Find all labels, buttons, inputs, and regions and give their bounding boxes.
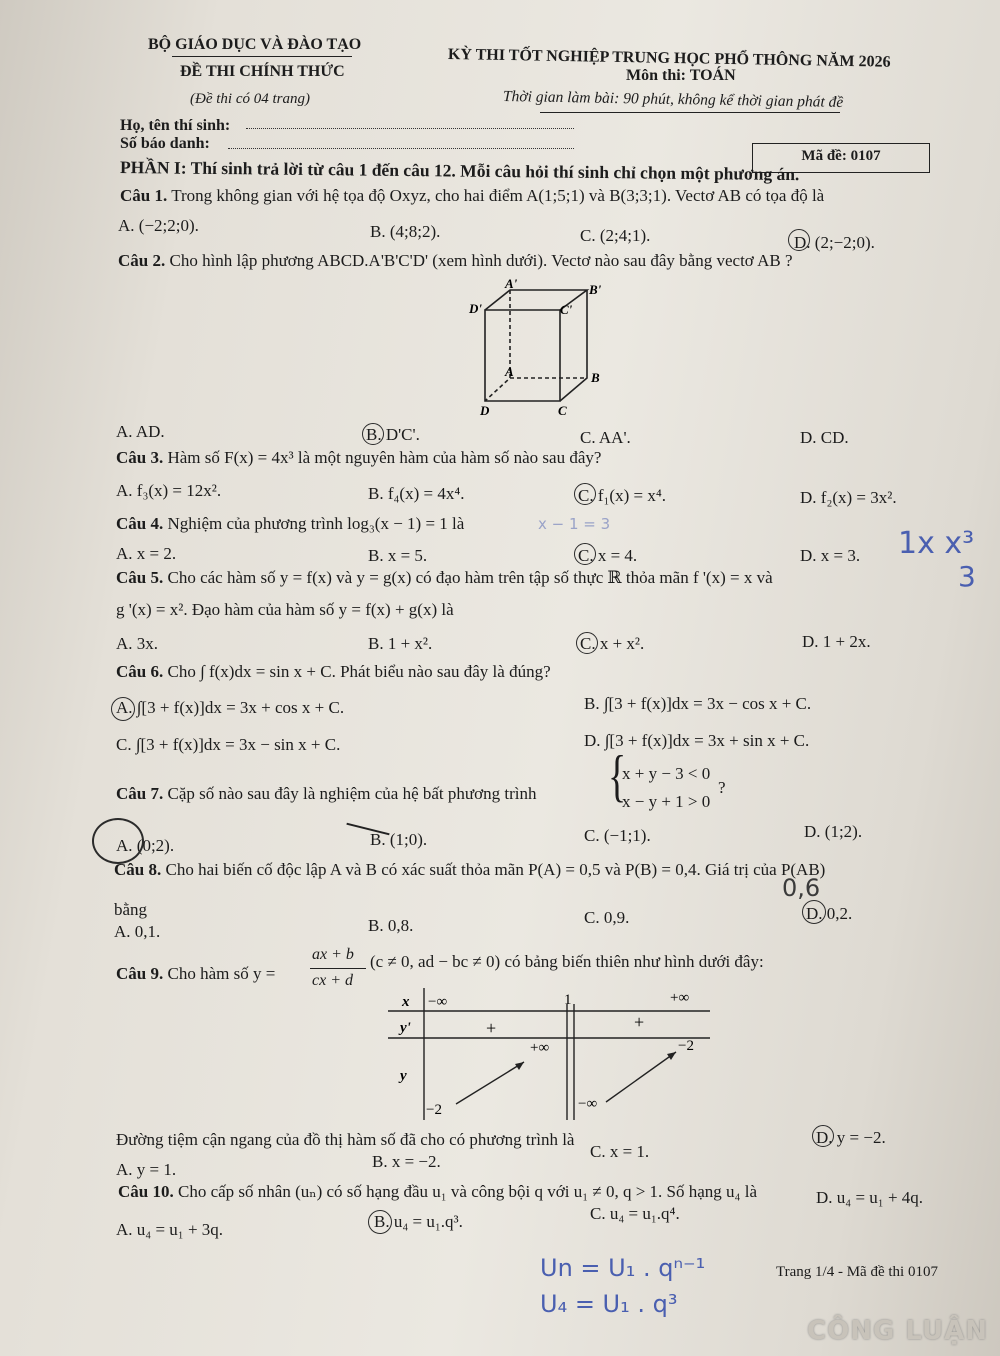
q4-option-b: B. x = 5. (368, 546, 428, 565)
vt-sign-right: + (634, 1012, 645, 1032)
q10-handwritten-note-2: U₄ = U₁ . q³ (540, 1290, 678, 1318)
q1-text: Trong không gian với hệ tọa độ Oxyz, cho hai điểm A(1;5;1) và B(3;3;1). Vectơ AB có tọa độ là (171, 186, 825, 205)
q4-label: Câu 4. (116, 514, 164, 533)
q5-label: Câu 5. (116, 568, 164, 587)
exam-time: Thời gian làm bài: 90 phút, không kể thời gian phát đề (502, 88, 844, 111)
q7-question-mark: ? (718, 778, 726, 797)
q3-label: Câu 3. (116, 448, 164, 467)
q9-text-pre: Cho hàm số y = (167, 964, 276, 983)
q8-label: Câu 8. (114, 860, 162, 879)
q1-label: Câu 1. (120, 186, 168, 205)
q6-stem (116, 662, 551, 682)
q7-stem (116, 784, 536, 804)
q7-system-1: x + y − 3 < 0 (622, 764, 711, 783)
q7-strike-mark (346, 823, 389, 836)
q9-stem (116, 964, 275, 984)
q5-option-c: C. x + x². (580, 634, 645, 653)
vt-x-label: x (402, 994, 410, 1010)
q1-answer-mark (788, 229, 810, 251)
vt-y-label: y (400, 1068, 407, 1084)
q8-stem-2: bằng (114, 900, 148, 919)
q9-stem-2: Đường tiệm cận ngang của đồ thị hàm số đã cho có phương trình là (116, 1130, 575, 1149)
q7-option-b: B. (1;0). (370, 830, 428, 849)
ministry-underline (172, 56, 352, 57)
name-label: Họ, tên thí sinh: (120, 117, 231, 134)
q6-option-a: A. ∫[3 + f(x)]dx = 3x + cos x + C. (116, 698, 345, 717)
q9-label: Câu 9. (116, 964, 164, 983)
q2-stem (118, 251, 793, 271)
q9-fraction-bar (310, 968, 366, 969)
q8-option-b: B. 0,8. (368, 916, 414, 935)
q8-option-a: A. 0,1. (114, 922, 161, 941)
name-field-line (246, 128, 574, 129)
q7-brace: { (608, 745, 627, 809)
official-label: ĐỀ THI CHÍNH THỨC (180, 63, 345, 80)
q2-text: Cho hình lập phương ABCD.A'B'C'D' (xem hình dưới). Vectơ nào sau đây bằng vectơ AB ? (169, 251, 793, 270)
q7-answer-mark (92, 818, 144, 864)
q6-option-d: D. ∫[3 + f(x)]dx = 3x + sin x + C. (584, 731, 810, 750)
q1-option-d: D. (2;−2;0). (794, 233, 875, 252)
q3-answer-mark (574, 483, 596, 505)
q5-handwritten-denominator: 3 (958, 560, 976, 593)
q7-option-d: D. (1;2). (804, 822, 863, 841)
page-footer: Trang 1/4 - Mã đề thi 0107 (776, 1264, 938, 1280)
q9-option-d: D. y = −2. (816, 1128, 886, 1147)
q1-option-c: C. (2;4;1). (580, 226, 651, 245)
vertex-d1: D' (469, 301, 482, 316)
q3-option-c: C. f₁(x) = x⁴. (578, 486, 667, 505)
q9-option-b: B. x = −2. (372, 1152, 441, 1171)
q5-handwritten-note: 1x x³ (898, 526, 975, 561)
vt-y-minus-two-left: −2 (426, 1102, 442, 1118)
vertex-d: D (480, 403, 490, 418)
vt-y-plus-infinity: +∞ (530, 1040, 550, 1056)
q4-option-c: C. x = 4. (578, 546, 638, 565)
q5-option-d: D. 1 + 2x. (802, 632, 871, 651)
q4-stem (116, 514, 464, 534)
vertex-c: C (558, 403, 567, 418)
q10-option-d: D. u₄ = u₁ + 4q. (816, 1188, 924, 1207)
q8-answer-mark (802, 900, 826, 924)
q3-text: Hàm số F(x) = 4x³ là một nguyên hàm của hàm số nào sau đây? (167, 448, 602, 467)
q5-stem-2: g '(x) = x². Đạo hàm của hàm số y = f(x) + g(x) là (116, 600, 454, 619)
q2-option-d: D. CD. (800, 428, 849, 447)
q8-stem (114, 860, 825, 880)
exam-title: KỲ THI TỐT NGHIỆP TRUNG HỌC PHỔ THÔNG NĂM 2026 (447, 46, 891, 71)
q10-handwritten-note-1: Un = U₁ . qⁿ⁻¹ (540, 1254, 706, 1282)
q5-option-b: B. 1 + x². (368, 634, 433, 653)
q2-cube-figure (465, 276, 615, 422)
vt-yprime-label: y' (400, 1020, 411, 1036)
q9-fraction-numerator: ax + b (312, 946, 354, 963)
q2-label: Câu 2. (118, 251, 166, 270)
vertex-b: B (591, 370, 600, 385)
page-count: (Đề thi có 04 trang) (190, 91, 310, 107)
q9-variation-table (384, 984, 714, 1124)
q6-text: Cho ∫ f(x)dx = sin x + C. Phát biểu nào sau đây là đúng? (167, 662, 551, 681)
vertex-c1: C' (560, 302, 573, 317)
q10-option-a: A. u₄ = u₁ + 3q. (116, 1220, 224, 1239)
q1-option-a: A. (−2;2;0). (118, 216, 199, 235)
q3-option-a: A. f₃(x) = 12x². (116, 481, 222, 500)
q7-label: Câu 7. (116, 784, 164, 803)
q8-handwritten-note: 0,6 (782, 874, 821, 902)
q6-answer-mark (111, 697, 135, 721)
q5-text: Cho các hàm số y = f(x) và y = g(x) có đạo hàm trên tập số thực ℝ thỏa mãn f '(x) = x và (167, 568, 773, 587)
vt-x-minus-infinity: −∞ (428, 994, 448, 1010)
vt-x-one: 1 (564, 992, 572, 1008)
q3-option-b: B. f₄(x) = 4x⁴. (368, 484, 465, 503)
q8-option-d: D. 0,2. (806, 904, 853, 923)
q5-option-a: A. 3x. (116, 634, 159, 653)
vt-sign-left: + (486, 1018, 497, 1038)
vertex-a1: A' (505, 276, 518, 291)
q6-option-b: B. ∫[3 + f(x)]dx = 3x − cos x + C. (584, 694, 812, 713)
q7-system-2: x − y + 1 > 0 (622, 792, 711, 811)
ministry-name: BỘ GIÁO DỤC VÀ ĐÀO TẠO (148, 36, 362, 53)
q4-option-d: D. x = 3. (800, 546, 861, 565)
q9-text-post: (c ≠ 0, ad − bc ≠ 0) có bảng biến thiên như hình dưới đây: (370, 952, 764, 971)
q7-text: Cặp số nào sau đây là nghiệm của hệ bất phương trình (167, 784, 537, 803)
q9-option-a: A. y = 1. (116, 1160, 177, 1179)
q6-label: Câu 6. (116, 662, 164, 681)
q10-text: Cho cấp số nhân (uₙ) có số hạng đầu u₁ và công bội q với u₁ ≠ 0, q > 1. Số hạng u₄ là (177, 1182, 757, 1201)
publisher-watermark: CÔNG LUẬN (807, 1316, 988, 1346)
q4-handwritten-note: x − 1 = 3 (538, 515, 611, 533)
q8-option-c: C. 0,9. (584, 908, 630, 927)
q3-option-d: D. f₂(x) = 3x². (800, 488, 897, 507)
q9-answer-mark (812, 1125, 834, 1147)
q4-option-a: A. x = 2. (116, 544, 177, 563)
subject: Môn thi: TOÁN (626, 67, 736, 84)
q9-option-c: C. x = 1. (590, 1142, 650, 1161)
q1-option-b: B. (4;8;2). (370, 222, 441, 241)
q1-stem (120, 186, 824, 206)
vertex-b1: B' (589, 282, 602, 297)
q2-answer-mark (362, 423, 384, 445)
vertex-a: A (505, 364, 514, 379)
q5-answer-mark (576, 632, 598, 654)
part1-heading: PHẦN I: Thí sinh trả lời từ câu 1 đến câu 12. Mỗi câu hỏi thí sinh chỉ chọn một phương án. (119, 157, 800, 185)
q7-option-c: C. (−1;1). (584, 826, 651, 845)
q2-option-b: B. D'C'. (366, 425, 420, 444)
q6-option-c: C. ∫[3 + f(x)]dx = 3x − sin x + C. (116, 735, 341, 754)
q2-option-c: C. AA'. (580, 428, 631, 447)
q5-stem (116, 568, 773, 588)
q8-text: Cho hai biến cố độc lập A và B có xác suất thỏa mãn P(A) = 0,5 và P(B) = 0,4. Giá trị của P(AB) (165, 860, 826, 879)
vt-y-minus-two-right: −2 (678, 1038, 694, 1054)
vt-x-plus-infinity: +∞ (670, 990, 690, 1006)
q10-label: Câu 10. (118, 1182, 174, 1201)
q2-option-a: A. AD. (116, 422, 165, 441)
q10-answer-mark (368, 1210, 392, 1234)
q10-stem (118, 1182, 757, 1202)
id-label: Số báo danh: (120, 135, 210, 152)
q7-option-a: A. (0;2). (116, 836, 175, 855)
q10-option-b: B. u₄ = u₁.q³. (374, 1212, 463, 1231)
q3-stem (116, 448, 601, 468)
id-field-line (228, 148, 574, 149)
q4-answer-mark (574, 543, 596, 565)
time-underline (540, 112, 840, 113)
exam-code: Mã đề: 0107 (801, 148, 881, 164)
q4-text: Nghiệm của phương trình log₃(x − 1) = 1 là (167, 514, 465, 533)
q10-option-c: C. u₄ = u₁.q⁴. (590, 1204, 680, 1223)
q9-fraction-denominator: cx + d (312, 972, 353, 989)
vt-y-minus-infinity: −∞ (578, 1096, 598, 1112)
